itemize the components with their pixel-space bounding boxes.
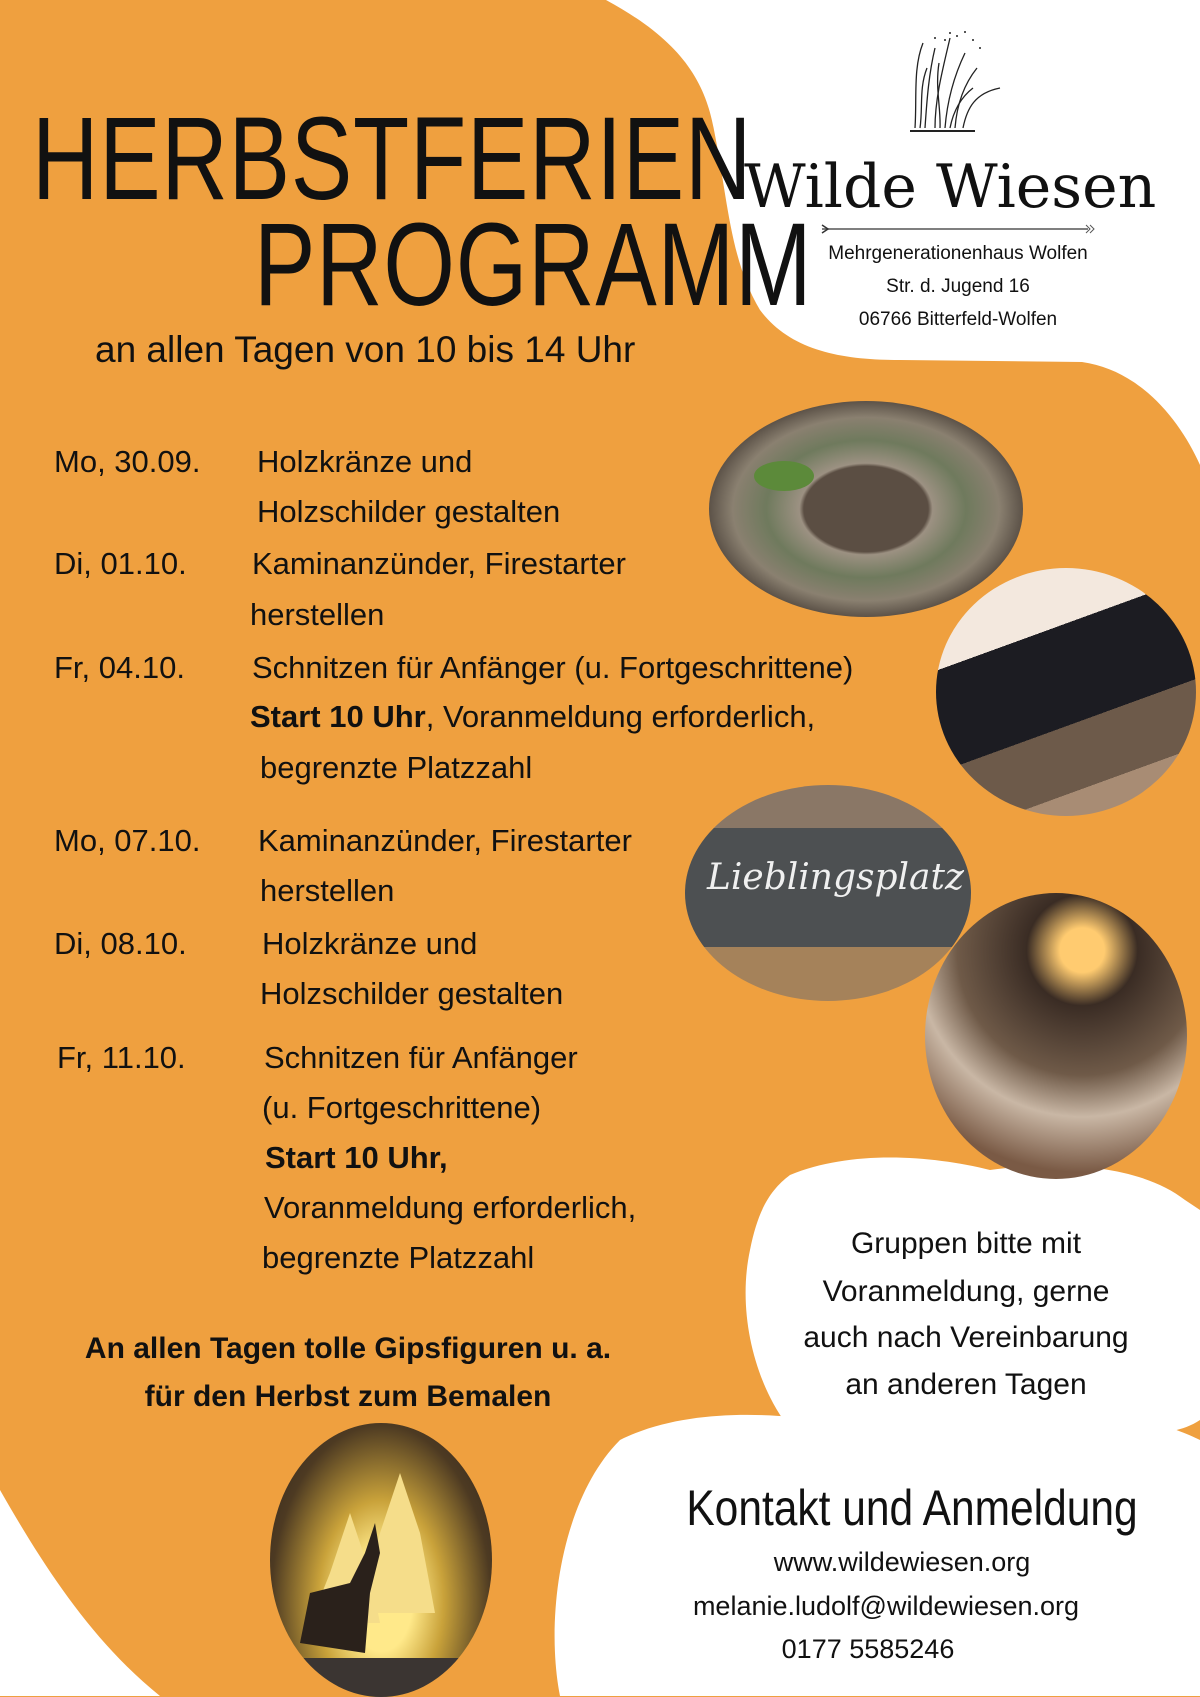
schedule-date: Di, 08.10. xyxy=(54,926,187,961)
sign-text: Lieblingsplatz xyxy=(707,857,964,898)
photo-whittling xyxy=(936,568,1196,816)
schedule-date: Mo, 07.10. xyxy=(54,823,201,858)
title-line-1: HERBSTFERIEN xyxy=(32,93,753,225)
schedule-date: Mo, 30.09. xyxy=(54,444,201,479)
bottom-left-white-blob xyxy=(0,1490,160,1696)
highlight-line: An allen Tagen tolle Gipsfiguren u. a. xyxy=(84,1332,612,1365)
address-line: Mehrgenerationenhaus Wolfen xyxy=(828,243,1088,264)
photo-wood-wreath xyxy=(709,401,1023,617)
schedule-text: Holzschilder gestalten xyxy=(260,976,564,1011)
title-line-2: PROGRAMM xyxy=(254,199,813,331)
photo-lieblingsplatz-sign xyxy=(685,785,971,1001)
schedule-text: herstellen xyxy=(250,597,385,632)
start-time: Start 10 Uhr, xyxy=(265,1140,448,1175)
grass-icon xyxy=(905,28,1015,133)
schedule-text: (u. Fortgeschrittene) xyxy=(262,1090,542,1125)
subtitle: an allen Tagen von 10 bis 14 Uhr xyxy=(95,329,636,370)
contact-website[interactable]: www.wildewiesen.org xyxy=(773,1547,1031,1577)
photo-deer-lantern xyxy=(270,1423,492,1697)
contact-heading: Kontakt und Anmeldung xyxy=(686,1480,1138,1536)
schedule-text xyxy=(250,699,815,735)
schedule-date: Fr, 04.10. xyxy=(54,650,185,685)
schedule-text: begrenzte Platzzahl xyxy=(262,1240,535,1275)
schedule-text: Holzkränze und xyxy=(262,926,478,961)
address-line: 06766 Bitterfeld-Wolfen xyxy=(858,309,1058,330)
arrow-divider xyxy=(820,223,1095,235)
schedule-text: Kaminanzünder, Firestarter xyxy=(258,823,632,858)
schedule-text: Holzschilder gestalten xyxy=(257,494,561,529)
schedule-text: Holzkränze und xyxy=(257,444,473,479)
groups-note-line: an anderen Tagen xyxy=(845,1368,1087,1401)
highlight-line: für den Herbst zum Bemalen xyxy=(144,1380,552,1413)
schedule-text: Voranmeldung erforderlich, xyxy=(264,1190,637,1225)
address-line: Str. d. Jugend 16 xyxy=(886,276,1030,297)
schedule-text: Schnitzen für Anfänger xyxy=(264,1040,578,1075)
schedule-date: Fr, 11.10. xyxy=(57,1040,186,1075)
photo-firestarters xyxy=(925,893,1187,1179)
wreath-tag xyxy=(754,461,814,491)
schedule-text: Schnitzen für Anfänger (u. Fortgeschrittene) xyxy=(252,650,854,685)
groups-note-line: auch nach Vereinbarung xyxy=(803,1321,1129,1354)
deer-silhouette-icon xyxy=(270,1423,492,1697)
logo-name: Wilde Wiesen xyxy=(744,152,1157,222)
groups-note-line: Gruppen bitte mit xyxy=(850,1227,1082,1260)
contact-email[interactable]: melanie.ludolf@wildewiesen.org xyxy=(692,1591,1080,1621)
schedule-text: Kaminanzünder, Firestarter xyxy=(252,546,626,581)
schedule-text: herstellen xyxy=(260,873,395,908)
schedule-text: begrenzte Platzzahl xyxy=(260,750,533,785)
schedule-date: Di, 01.10. xyxy=(54,546,187,581)
contact-phone[interactable]: 0177 5585246 xyxy=(781,1634,955,1664)
schedule-text: , Voranmeldung erforderlich, xyxy=(425,699,816,734)
groups-note-line: Voranmeldung, gerne xyxy=(822,1275,1110,1308)
start-time: Start 10 Uhr xyxy=(250,699,426,734)
